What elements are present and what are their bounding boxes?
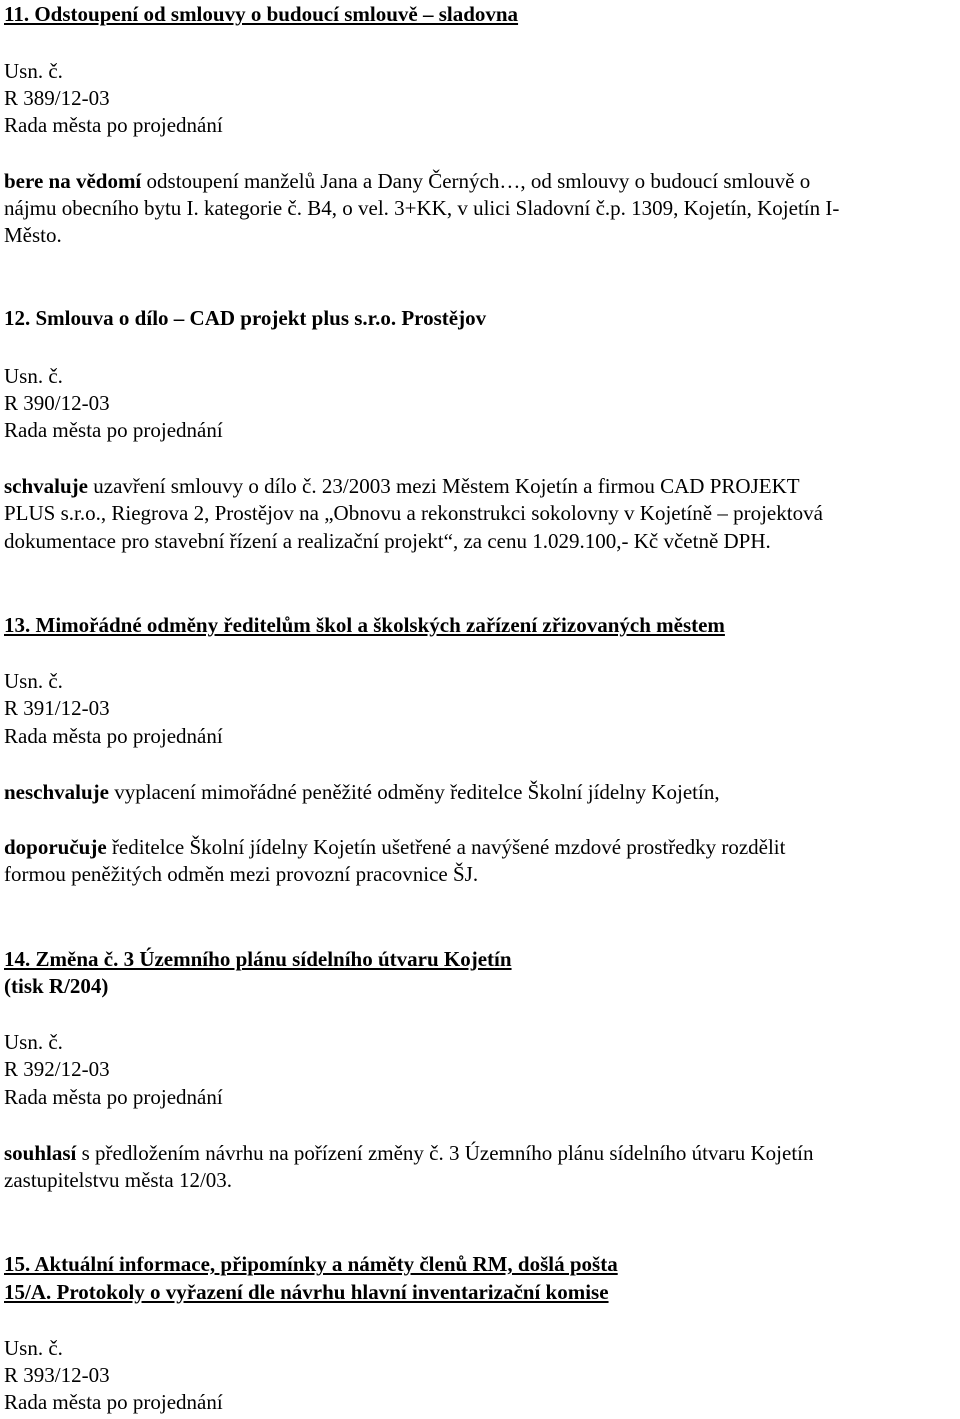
paragraph-text: uzavření smlouvy o dílo č. 23/2003 mezi Městem Kojetín a firmou CAD PROJEKT xyxy=(88,474,800,498)
resolution-number: R 392/12-03 xyxy=(4,1057,110,1081)
resolution-verb: doporučuje xyxy=(4,835,107,859)
paragraph-line: PLUS s.r.o., Riegrova 2, Prostějov na „Obnovu a rekonstrukci sokolovny v Kojetíně – projektová xyxy=(4,501,823,525)
paragraph-line: dokumentace pro stavební řízení a realizační projekt“, za cenu 1.029.100,- Kč včetně DPH. xyxy=(4,529,771,553)
paragraph-line xyxy=(4,1139,814,1167)
section-heading: 11. Odstoupení od smlouvy o budoucí smlouvě – sladovna xyxy=(4,2,519,26)
resolution-issuer: Rada města po projednání xyxy=(4,1390,223,1414)
resolution-verb: schvaluje xyxy=(4,474,88,498)
section-heading: 12. Smlouva o dílo – CAD projekt plus s.r.o. Prostějov xyxy=(4,306,487,330)
paragraph-text: ředitelce Školní jídelny Kojetín ušetřené a navýšené mzdové prostředky rozdělit xyxy=(106,835,786,859)
paragraph-text: s předložením návrhu na pořízení změny č. 3 Územního plánu sídelního útvaru Kojetín xyxy=(76,1141,814,1165)
resolution-issuer: Rada města po projednání xyxy=(4,1085,223,1109)
resolution-verb: bere na vědomí xyxy=(4,169,142,193)
resolution-label: Usn. č. xyxy=(4,59,63,83)
resolution-label: Usn. č. xyxy=(4,1336,63,1360)
section-heading: 14. Změna č. 3 Územního plánu sídelního útvaru Kojetín xyxy=(4,947,512,971)
paragraph-line xyxy=(4,472,800,500)
resolution-issuer: Rada města po projednání xyxy=(4,418,223,442)
resolution-number: R 393/12-03 xyxy=(4,1363,110,1387)
resolution-verb: neschvaluje xyxy=(4,780,109,804)
resolution-label: Usn. č. xyxy=(4,669,63,693)
resolution-issuer: Rada města po projednání xyxy=(4,724,223,748)
paragraph-line: nájmu obecního bytu I. kategorie č. B4, o vel. 3+KK, v ulici Sladovní č.p. 1309, Kojetín, Kojetín I- xyxy=(4,196,840,220)
resolution-label: Usn. č. xyxy=(4,1030,63,1054)
resolution-issuer: Rada města po projednání xyxy=(4,113,223,137)
resolution-number: R 391/12-03 xyxy=(4,696,110,720)
paragraph-line xyxy=(4,167,810,195)
section-heading: 15. Aktuální informace, připomínky a náměty členů RM, došlá pošta xyxy=(4,1252,618,1276)
paragraph-text: vyplacení mimořádné peněžité odměny ředitelce Školní jídelny Kojetín, xyxy=(109,780,720,804)
paragraph-line xyxy=(4,833,785,861)
resolution-label: Usn. č. xyxy=(4,364,63,388)
section-subheading: 15/A. Protokoly o vyřazení dle návrhu hlavní inventarizační komise xyxy=(4,1280,609,1304)
section-heading: 13. Mimořádné odměny ředitelům škol a školských zařízení zřizovaných městem xyxy=(4,613,725,637)
resolution-verb: souhlasí xyxy=(4,1141,77,1165)
paragraph-text: odstoupení manželů Jana a Dany Černých…, od smlouvy o budoucí smlouvě o xyxy=(141,169,811,193)
paragraph-line xyxy=(4,778,720,806)
paragraph-line: Město. xyxy=(4,223,62,247)
paragraph-line: zastupitelstvu města 12/03. xyxy=(4,1168,233,1192)
section-subheading: (tisk R/204) xyxy=(4,974,109,998)
resolution-number: R 389/12-03 xyxy=(4,86,110,110)
resolution-number: R 390/12-03 xyxy=(4,391,110,415)
paragraph-line: formou peněžitých odměn mezi provozní pracovnice ŠJ. xyxy=(4,862,479,886)
